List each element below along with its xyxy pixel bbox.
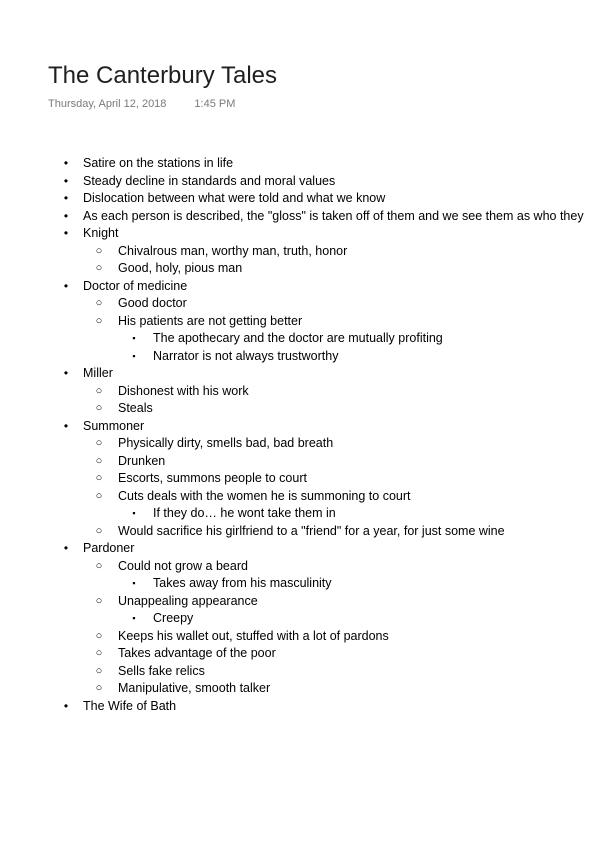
circle-bullet-icon: ○: [95, 682, 103, 694]
outline-item-level-1[interactable]: [0, 155, 595, 173]
circle-bullet-icon: ○: [95, 454, 103, 467]
outline-item-text[interactable]: The Wife of Bath: [83, 698, 177, 713]
circle-bullet-icon: ○: [95, 384, 103, 397]
outline-item-text[interactable]: Satire on the stations in life: [83, 156, 234, 170]
square-bullet-icon: ▪: [132, 333, 136, 343]
outline-item-text[interactable]: Miller: [83, 366, 113, 380]
outline-item-text[interactable]: Knight: [83, 226, 119, 240]
circle-bullet-icon: ○: [95, 262, 103, 274]
disc-bullet-icon: •: [63, 208, 69, 223]
disc-bullet-icon: •: [63, 366, 69, 380]
outline-item-text[interactable]: The apothecary and the doctor are mutually profiting: [153, 331, 443, 345]
outline-item-text[interactable]: Steals: [118, 401, 153, 415]
outline-item-text[interactable]: If they do… he wont take them in: [153, 506, 336, 520]
page-time: 1:45 PM: [194, 98, 236, 110]
circle-bullet-icon: ○: [95, 244, 103, 257]
outline-item-text[interactable]: Cuts deals with the women he is summoning to court: [118, 488, 411, 503]
page-timestamp: [48, 98, 235, 110]
outline-item-level-2[interactable]: [0, 628, 595, 646]
circle-bullet-icon: ○: [95, 402, 103, 414]
outline-item-level-2[interactable]: [0, 243, 595, 261]
square-bullet-icon: ▪: [132, 613, 136, 623]
outline-item-text[interactable]: Steady decline in standards and moral values: [83, 173, 336, 188]
outline-item-level-2[interactable]: [0, 313, 595, 331]
outline-item-text[interactable]: Takes advantage of the poor: [118, 646, 276, 660]
disc-bullet-icon: •: [63, 191, 69, 205]
circle-bullet-icon: ○: [95, 297, 103, 309]
disc-bullet-icon: •: [63, 173, 69, 188]
outline-item-text[interactable]: Would sacrifice his girlfriend to a "friend" for a year, for just some wine: [118, 523, 505, 538]
outline-item-level-2[interactable]: [0, 435, 595, 453]
outline-item-text[interactable]: As each person is described, the "gloss" is taken off of them and we see them as who they: [83, 208, 584, 223]
outline-item-level-1[interactable]: [0, 698, 595, 716]
outline-item-level-3[interactable]: [0, 330, 595, 348]
disc-bullet-icon: •: [63, 698, 69, 713]
circle-bullet-icon: ○: [95, 629, 103, 642]
circle-bullet-icon: ○: [95, 489, 103, 502]
outline-item-text[interactable]: Keeps his wallet out, stuffed with a lot of pardons: [118, 628, 389, 643]
outline-item-level-2[interactable]: [0, 558, 595, 576]
square-bullet-icon: ▪: [132, 350, 136, 361]
outline-item-text[interactable]: Could not grow a beard: [118, 558, 248, 573]
outline-item-text[interactable]: Physically dirty, smells bad, bad breath: [118, 436, 334, 450]
note-outline[interactable]: [0, 155, 595, 717]
outline-item-level-1[interactable]: [0, 365, 595, 383]
outline-item-level-1[interactable]: [0, 208, 595, 226]
outline-item-level-2[interactable]: [0, 453, 595, 471]
disc-bullet-icon: •: [63, 418, 69, 433]
outline-item-text[interactable]: His patients are not getting better: [118, 313, 303, 328]
circle-bullet-icon: ○: [95, 664, 103, 677]
outline-item-level-1[interactable]: [0, 225, 595, 243]
outline-item-level-1[interactable]: [0, 540, 595, 558]
outline-item-level-1[interactable]: [0, 190, 595, 208]
outline-item-level-2[interactable]: [0, 383, 595, 401]
disc-bullet-icon: •: [63, 156, 69, 170]
outline-item-level-3[interactable]: [0, 575, 595, 593]
square-bullet-icon: ▪: [132, 578, 136, 588]
outline-item-level-2[interactable]: [0, 488, 595, 506]
disc-bullet-icon: •: [63, 226, 69, 240]
disc-bullet-icon: •: [63, 278, 69, 293]
outline-item-level-2[interactable]: [0, 680, 595, 698]
square-bullet-icon: ▪: [132, 508, 136, 518]
outline-item-level-2[interactable]: [0, 523, 595, 541]
circle-bullet-icon: ○: [95, 314, 103, 327]
outline-item-text[interactable]: Drunken: [118, 453, 166, 468]
outline-item-text[interactable]: Doctor of medicine: [83, 278, 188, 293]
outline-item-text[interactable]: Manipulative, smooth talker: [118, 681, 271, 695]
outline-item-text[interactable]: Narrator is not always trustworthy: [153, 348, 339, 363]
outline-item-level-3[interactable]: [0, 505, 595, 523]
circle-bullet-icon: ○: [95, 437, 103, 449]
disc-bullet-icon: •: [63, 541, 69, 555]
circle-bullet-icon: ○: [95, 594, 103, 607]
outline-item-level-2[interactable]: [0, 260, 595, 278]
outline-item-text[interactable]: Dishonest with his work: [118, 383, 249, 398]
outline-item-level-2[interactable]: [0, 645, 595, 663]
outline-item-text[interactable]: Chivalrous man, worthy man, truth, honor: [118, 243, 348, 258]
page-date: Thursday, April 12, 2018: [48, 98, 167, 110]
outline-item-text[interactable]: Sells fake relics: [118, 663, 205, 678]
outline-item-level-2[interactable]: [0, 470, 595, 488]
circle-bullet-icon: ○: [95, 647, 103, 659]
outline-item-level-1[interactable]: [0, 418, 595, 436]
page-title[interactable]: The Canterbury Tales: [48, 62, 278, 89]
outline-item-text[interactable]: Summoner: [83, 418, 145, 433]
outline-item-level-2[interactable]: [0, 593, 595, 611]
outline-item-text[interactable]: Escorts, summons people to court: [118, 471, 307, 485]
outline-item-level-2[interactable]: [0, 295, 595, 313]
outline-item-text[interactable]: Good, holy, pious man: [118, 261, 243, 275]
outline-item-text[interactable]: Creepy: [153, 611, 194, 625]
circle-bullet-icon: ○: [95, 524, 103, 537]
circle-bullet-icon: ○: [95, 559, 103, 572]
outline-item-level-1[interactable]: [0, 173, 595, 191]
outline-item-text[interactable]: Unappealing appearance: [118, 593, 258, 608]
outline-item-level-2[interactable]: [0, 400, 595, 418]
outline-item-text[interactable]: Good doctor: [118, 296, 187, 310]
circle-bullet-icon: ○: [95, 472, 103, 484]
outline-item-text[interactable]: Pardoner: [83, 541, 135, 555]
outline-item-level-3[interactable]: [0, 610, 595, 628]
outline-item-text[interactable]: Takes away from his masculinity: [153, 576, 332, 590]
outline-item-text[interactable]: Dislocation between what were told and what we know: [83, 191, 386, 205]
outline-item-level-3[interactable]: [0, 348, 595, 366]
outline-item-level-2[interactable]: [0, 663, 595, 681]
outline-item-level-1[interactable]: [0, 278, 595, 296]
